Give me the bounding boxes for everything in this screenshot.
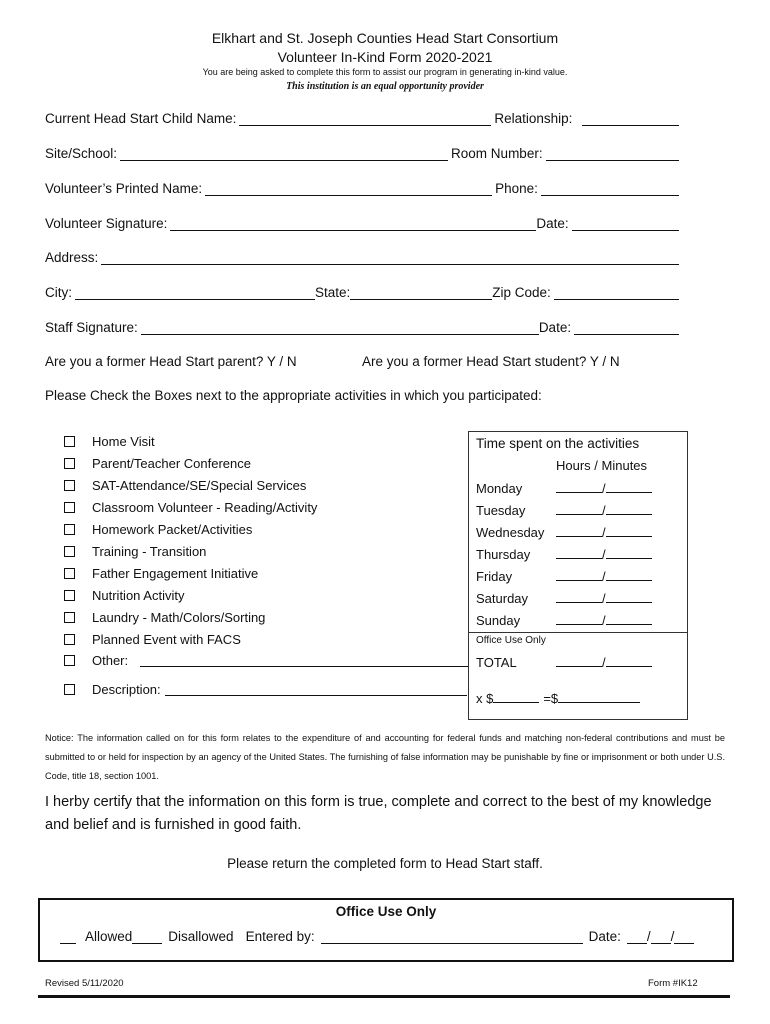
site-field[interactable] [120, 146, 448, 161]
checkbox[interactable] [64, 458, 75, 469]
checkbox[interactable] [64, 655, 75, 666]
return-note: Please return the completed form to Head Start staff. [227, 856, 543, 871]
row-city [45, 280, 679, 300]
office-use-title: Office Use Only [335, 904, 437, 919]
divider [469, 632, 687, 633]
form-title: Volunteer In-Kind Form 2020-2021 [277, 49, 493, 65]
total-minutes-field[interactable] [606, 654, 652, 667]
city-label: City: [45, 285, 72, 300]
activity-item[interactable]: Father Engagement Initiative [64, 563, 258, 583]
checkbox[interactable] [64, 684, 75, 695]
phone-label: Phone: [495, 181, 538, 196]
hours-field[interactable] [556, 524, 602, 537]
entered-by-field[interactable] [321, 931, 583, 944]
checkbox[interactable] [64, 436, 75, 447]
activity-item[interactable]: Homework Packet/Activities [64, 519, 252, 539]
activity-item[interactable]: Laundry - Math/Colors/Sorting [64, 607, 265, 627]
address-field[interactable] [101, 250, 679, 265]
notice-text: Notice: The information called on for this form relates to the expenditure of and accounting for federal funds and matching non-federal contributions and must be submitted to or held for inspection by an agency of the United States. The furnishing of false information may be punishable by fine or imprisonment or both under U.S. Code, title 18, section 1001. [45, 733, 725, 781]
checkbox[interactable] [64, 568, 75, 579]
day-row: Friday / [476, 568, 652, 586]
minutes-field[interactable] [606, 590, 652, 603]
minutes-field[interactable] [606, 546, 652, 559]
day-row: Thursday / [476, 546, 652, 564]
activity-item[interactable]: Training - Transition [64, 541, 206, 561]
row-staff [45, 315, 679, 335]
city-field[interactable] [75, 285, 315, 300]
address-label: Address: [45, 250, 99, 265]
day-row: Saturday / [476, 590, 652, 608]
hours-field[interactable] [556, 590, 602, 603]
value-field[interactable] [558, 690, 640, 703]
check-instruction: Please Check the Boxes next to the appropriate activities in which you participated: [45, 388, 542, 403]
minutes-field[interactable] [606, 568, 652, 581]
activity-item[interactable]: Planned Event with FACS [64, 629, 241, 649]
staff-signature-label: Staff Signature: [45, 320, 138, 335]
row-address [45, 245, 679, 265]
office-use-label: Office Use Only [476, 635, 546, 646]
activity-item[interactable]: SAT-Attendance/SE/Special Services [64, 475, 306, 495]
hours-field[interactable] [556, 480, 602, 493]
day-row: Tuesday / [476, 502, 652, 520]
footer-rule [38, 995, 730, 998]
activity-item[interactable]: Parent/Teacher Conference [64, 453, 251, 473]
org-name: Elkhart and St. Joseph Counties Head Start Consortium [211, 30, 559, 46]
checkbox[interactable] [64, 524, 75, 535]
date-label: Date: [536, 216, 569, 231]
day-row: Wednesday / [476, 524, 652, 542]
rate-field[interactable] [493, 690, 539, 703]
staff-date-label: Date: [538, 320, 572, 335]
volunteer-name-label: Volunteer’s Printed Name: [45, 181, 203, 196]
time-title: Time spent on the activities [476, 436, 640, 451]
hours-field[interactable] [556, 502, 602, 515]
office-use-row: Allowed Disallowed Entered by: Date: / / [60, 924, 694, 944]
row-child [45, 106, 679, 126]
zip-label: Zip Code: [492, 285, 551, 300]
activity-item[interactable]: Home Visit [64, 431, 155, 451]
equal-opportunity-text: This institution is an equal opportunity provider [286, 81, 484, 92]
date-day-field[interactable] [651, 931, 671, 944]
checkbox[interactable] [64, 612, 75, 623]
hours-field[interactable] [556, 546, 602, 559]
child-name-field[interactable] [239, 111, 491, 126]
checkbox[interactable] [64, 480, 75, 491]
disallowed-field[interactable] [132, 931, 162, 944]
row-site [45, 141, 679, 161]
relationship-label: Relationship: [494, 111, 573, 126]
room-field[interactable] [546, 146, 679, 161]
minutes-field[interactable] [606, 612, 652, 625]
signature-label: Volunteer Signature: [45, 216, 168, 231]
row-volunteer [45, 176, 679, 196]
zip-field[interactable] [554, 285, 679, 300]
relationship-field[interactable] [582, 111, 679, 126]
instruction-text: You are being asked to complete this form to assist our program in generating in-kind value. [202, 67, 568, 77]
volunteer-name-field[interactable] [205, 181, 492, 196]
activity-item-other[interactable]: Other: [64, 650, 468, 670]
state-label: State: [315, 285, 351, 300]
date-month-field[interactable] [627, 931, 647, 944]
room-label: Room Number: [451, 146, 543, 161]
form-number: Form #IK12 [648, 978, 698, 989]
minutes-field[interactable] [606, 480, 652, 493]
hours-field[interactable] [556, 568, 602, 581]
staff-signature-field[interactable] [141, 320, 539, 335]
hours-field[interactable] [556, 612, 602, 625]
child-name-label: Current Head Start Child Name: [45, 111, 237, 126]
day-row: Monday / [476, 480, 652, 498]
signature-field[interactable] [170, 216, 536, 231]
rate-row: x $ =$ [476, 690, 640, 708]
staff-date-field[interactable] [574, 320, 679, 335]
total-row: TOTAL / [476, 654, 652, 672]
minutes-field[interactable] [606, 524, 652, 537]
site-label: Site/School: [45, 146, 118, 161]
activity-item[interactable]: Classroom Volunteer - Reading/Activity [64, 497, 317, 517]
date-year-field[interactable] [674, 931, 694, 944]
time-box [468, 431, 688, 720]
state-field[interactable] [350, 285, 492, 300]
former-student-question[interactable]: Are you a former Head Start student? Y / N [362, 354, 620, 369]
checkbox[interactable] [64, 502, 75, 513]
checkbox[interactable] [64, 590, 75, 601]
day-row: Sunday / [476, 612, 652, 630]
phone-field[interactable] [541, 181, 679, 196]
activity-checklist [64, 431, 468, 711]
other-field[interactable] [140, 654, 468, 667]
checkbox[interactable] [64, 546, 75, 557]
checkbox[interactable] [64, 634, 75, 645]
description-item[interactable]: Description: [64, 679, 467, 699]
certification-text: I herby certify that the information on this form is true, complete and correct to the best of my knowledge and belief and is furnished in good faith. [45, 794, 712, 833]
allowed-field[interactable] [60, 931, 76, 944]
description-field[interactable] [165, 683, 467, 696]
total-hours-field[interactable] [556, 654, 602, 667]
former-parent-question[interactable]: Are you a former Head Start parent? Y / N [45, 354, 297, 369]
revised-date: Revised 5/11/2020 [45, 978, 124, 989]
activity-item[interactable]: Nutrition Activity [64, 585, 184, 605]
time-units: Hours / Minutes [556, 458, 648, 473]
date-field[interactable] [572, 216, 679, 231]
minutes-field[interactable] [606, 502, 652, 515]
office-use-box [38, 898, 734, 962]
row-signature [45, 211, 679, 231]
